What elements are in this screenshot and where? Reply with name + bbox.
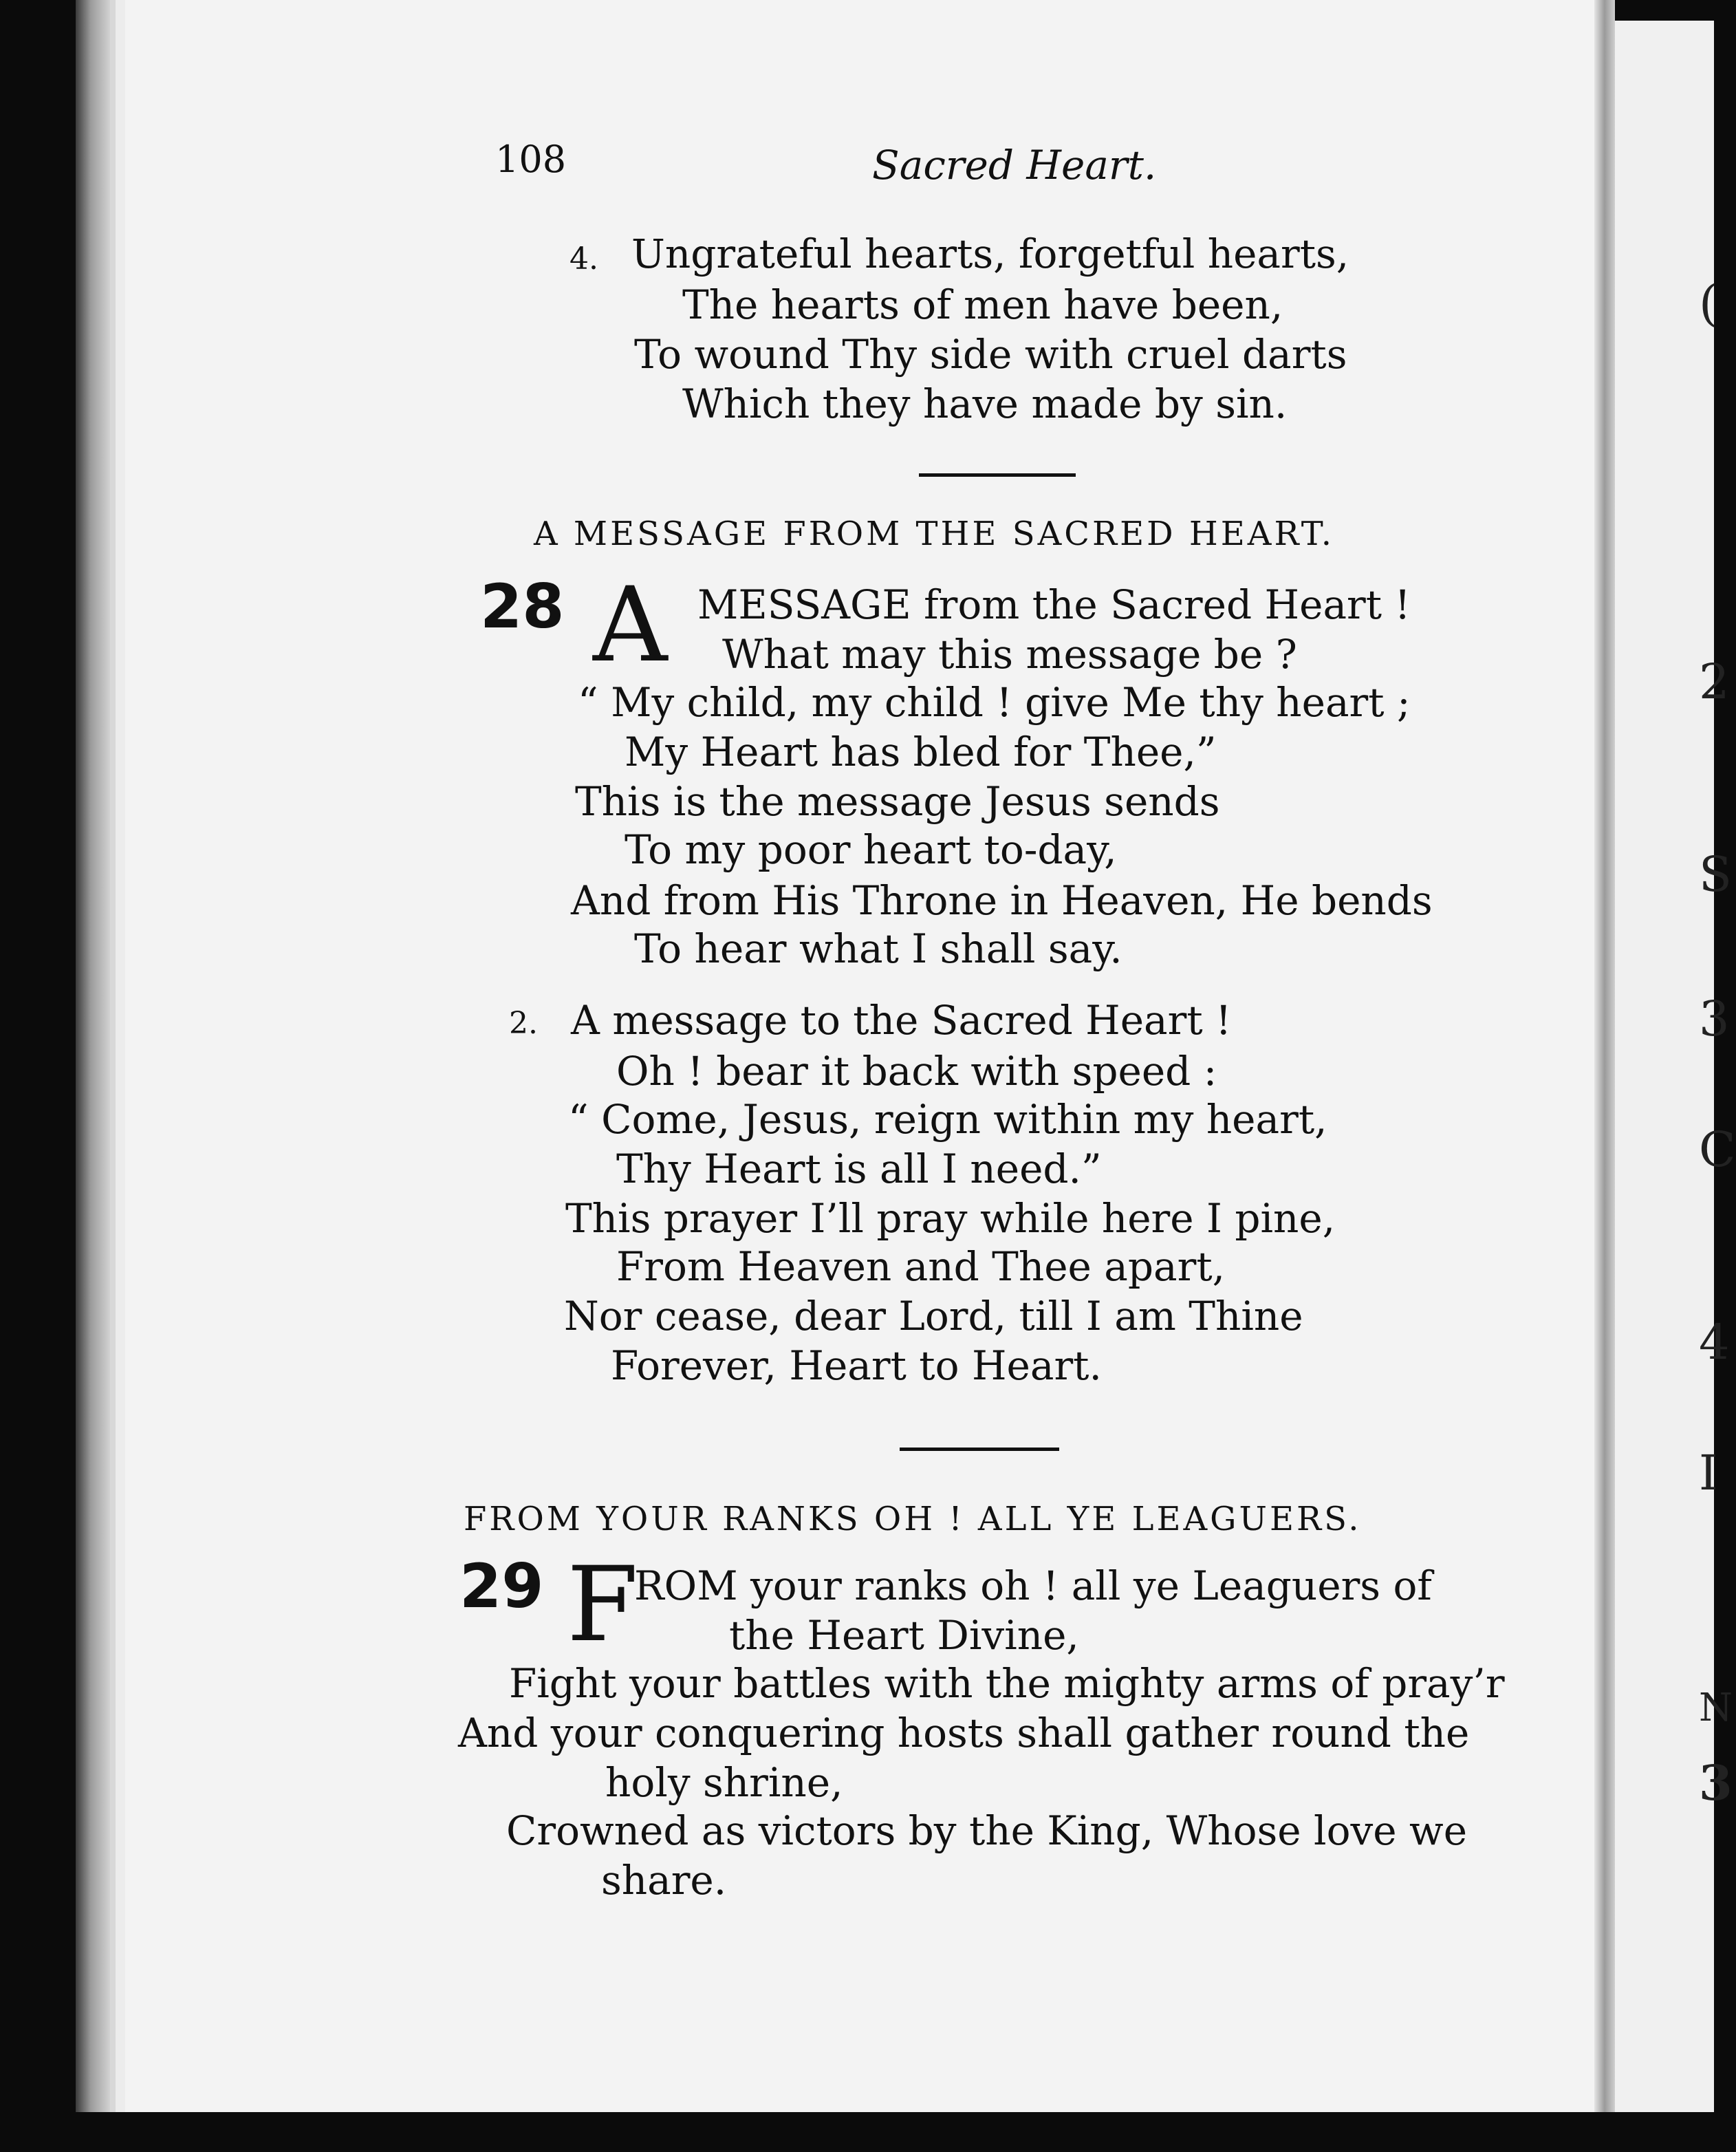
verse-line: And from His Throne in Heaven, He bends <box>571 877 1433 924</box>
page-gutter <box>1594 0 1615 2112</box>
verse-line: Crowned as victors by the King, Whose love we <box>506 1807 1468 1854</box>
facing-page-glyph: 3 <box>1699 991 1730 1047</box>
verse-line: To hear what I shall say. <box>634 925 1122 972</box>
verse-number: 2. <box>509 1006 538 1041</box>
verse-line: Oh ! bear it back with speed : <box>616 1048 1217 1095</box>
verse-line: This is the message Jesus sends <box>575 778 1220 825</box>
scan-border <box>0 2112 1714 2152</box>
verse-line: Forever, Heart to Heart. <box>611 1342 1102 1389</box>
verse-line: My Heart has bled for Thee,” <box>625 729 1217 775</box>
hymn-number: 29 <box>459 1551 544 1622</box>
drop-cap: F <box>567 1545 639 1665</box>
verse-line: “ Come, Jesus, reign within my heart, <box>568 1096 1327 1143</box>
verse-line: Nor cease, dear Lord, till I am Thine <box>564 1293 1303 1339</box>
facing-page-glyph: N <box>1699 1686 1733 1730</box>
page-number: 108 <box>495 138 567 181</box>
section-divider <box>900 1448 1059 1451</box>
verse-line: Fight your battles with the mighty arms of pray’r <box>509 1660 1505 1707</box>
verse-line: ROM your ranks oh ! all ye Leaguers of <box>634 1562 1432 1609</box>
verse-line: From Heaven and Thee apart, <box>616 1243 1226 1290</box>
verse-line: share. <box>601 1857 727 1904</box>
verse-line: The hearts of men have been, <box>682 281 1283 328</box>
facing-page-glyph: I <box>1699 1445 1718 1501</box>
facing-page-glyph: 2 <box>1699 654 1730 710</box>
section-divider <box>919 473 1076 477</box>
verse-line: To my poor heart to-day, <box>625 826 1117 873</box>
verse-line: the Heart Divine, <box>729 1612 1079 1659</box>
hymn-title: A MESSAGE FROM THE SACRED HEART. <box>534 515 1334 553</box>
verse-line: Thy Heart is all I need.” <box>616 1145 1102 1192</box>
hymn-number: 28 <box>480 571 565 642</box>
verse-line: What may this message be ? <box>722 631 1297 678</box>
hymn-title: FROM YOUR RANKS OH ! ALL YE LEAGUERS. <box>464 1500 1362 1538</box>
facing-page-glyph: ( <box>1699 275 1718 332</box>
verse-line: Which they have made by sin. <box>682 380 1288 427</box>
drop-cap: A <box>593 566 668 685</box>
verse-line: A message to the Sacred Heart ! <box>571 997 1232 1044</box>
facing-page-glyph: C <box>1699 1121 1736 1178</box>
facing-page-glyph: 3 <box>1699 1754 1733 1811</box>
verse-line: Ungrateful hearts, forgetful hearts, <box>631 230 1349 277</box>
verse-line: MESSAGE from the Sacred Heart ! <box>697 581 1411 628</box>
facing-page-glyph: 4 <box>1699 1314 1730 1370</box>
verse-line: “ My child, my child ! give Me thy heart ; <box>578 679 1411 726</box>
book-spine-edge <box>76 0 113 2112</box>
verse-line: This prayer I’ll pray while here I pine, <box>565 1195 1336 1242</box>
verse-line: And your conquering hosts shall gather round the <box>458 1710 1470 1756</box>
running-title: Sacred Heart. <box>872 142 1157 189</box>
verse-line: holy shrine, <box>605 1759 843 1806</box>
verse-line: To wound Thy side with cruel darts <box>634 331 1347 378</box>
verse-number: 4. <box>569 241 598 277</box>
facing-page-glyph: S <box>1699 846 1732 903</box>
